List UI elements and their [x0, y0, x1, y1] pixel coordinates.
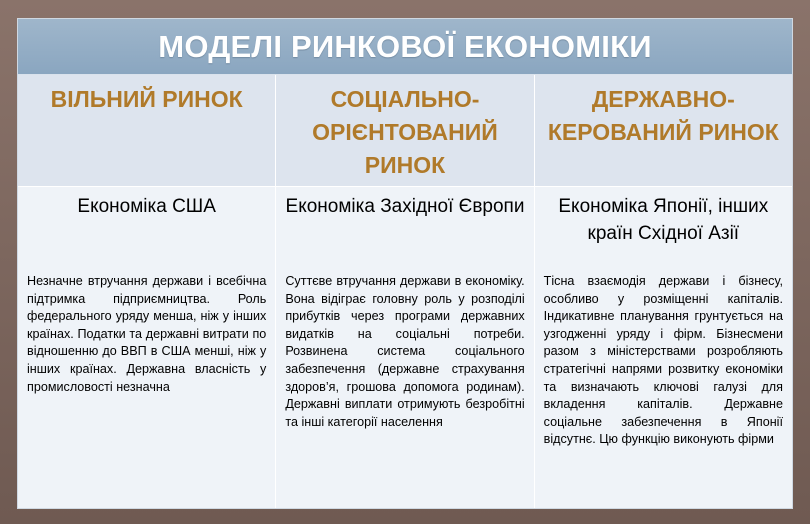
header-state-market: ДЕРЖАВНО-КЕРОВАНИЙ РИНОК [547, 86, 779, 145]
description-social-market: Суттєве втручання держави в економіку. Вона відіграє головну роль у розподілі прибутків через програми державних видатків на соціальні потреби. Розвинена система соціального забезпечення (державне страхування здоров’я, грошова допомога родинам). Державні виплати отримують безробітні та інші категорії населення [285, 274, 525, 429]
header-social-market: СОЦІАЛЬНО-ОРІЄНТОВАНИЙ РИНОК [276, 75, 534, 186]
economy-western-europe: Економіка Західної Європи [285, 196, 525, 217]
header-free-market: ВІЛЬНИЙ РИНОК [18, 75, 276, 186]
column-headers [18, 75, 792, 187]
title-bar [18, 19, 792, 75]
description-free-market: Незначне втручання держави і всебічна підтримка підприємництва. Роль федерального уряду менша, ніж у інших країнах. Податки та державні витрати по відношенню до ВВП в США менші, ніж у інших країнах. Державна власність у промисловості незначна [27, 274, 267, 394]
table-body [18, 187, 792, 508]
column-social-market [276, 187, 534, 508]
economy-usa: Економіка США [77, 196, 216, 217]
page-title: МОДЕЛІ РИНКОВОЇ ЕКОНОМІКИ [158, 28, 652, 64]
economy-japan-east-asia: Економіка Японії, інших країн Східної Азії [558, 196, 769, 244]
column-state-market [535, 187, 792, 508]
column-free-market [18, 187, 276, 508]
market-models-table [17, 18, 793, 509]
description-state-market: Тісна взаємодія держави і бізнесу, особливо у розміщенні капіталів. Індикативне планування грунтується на узгодженні уряду і фірм. Бізнесмени разом з міністерствами розробляють стратегічні напрями розвитку економіки та визначають ключові галузі для вкладення капіталів. Державне соціальне забезпечення в Японії відсутнє. Цю функцію виконують фірми [543, 274, 783, 447]
